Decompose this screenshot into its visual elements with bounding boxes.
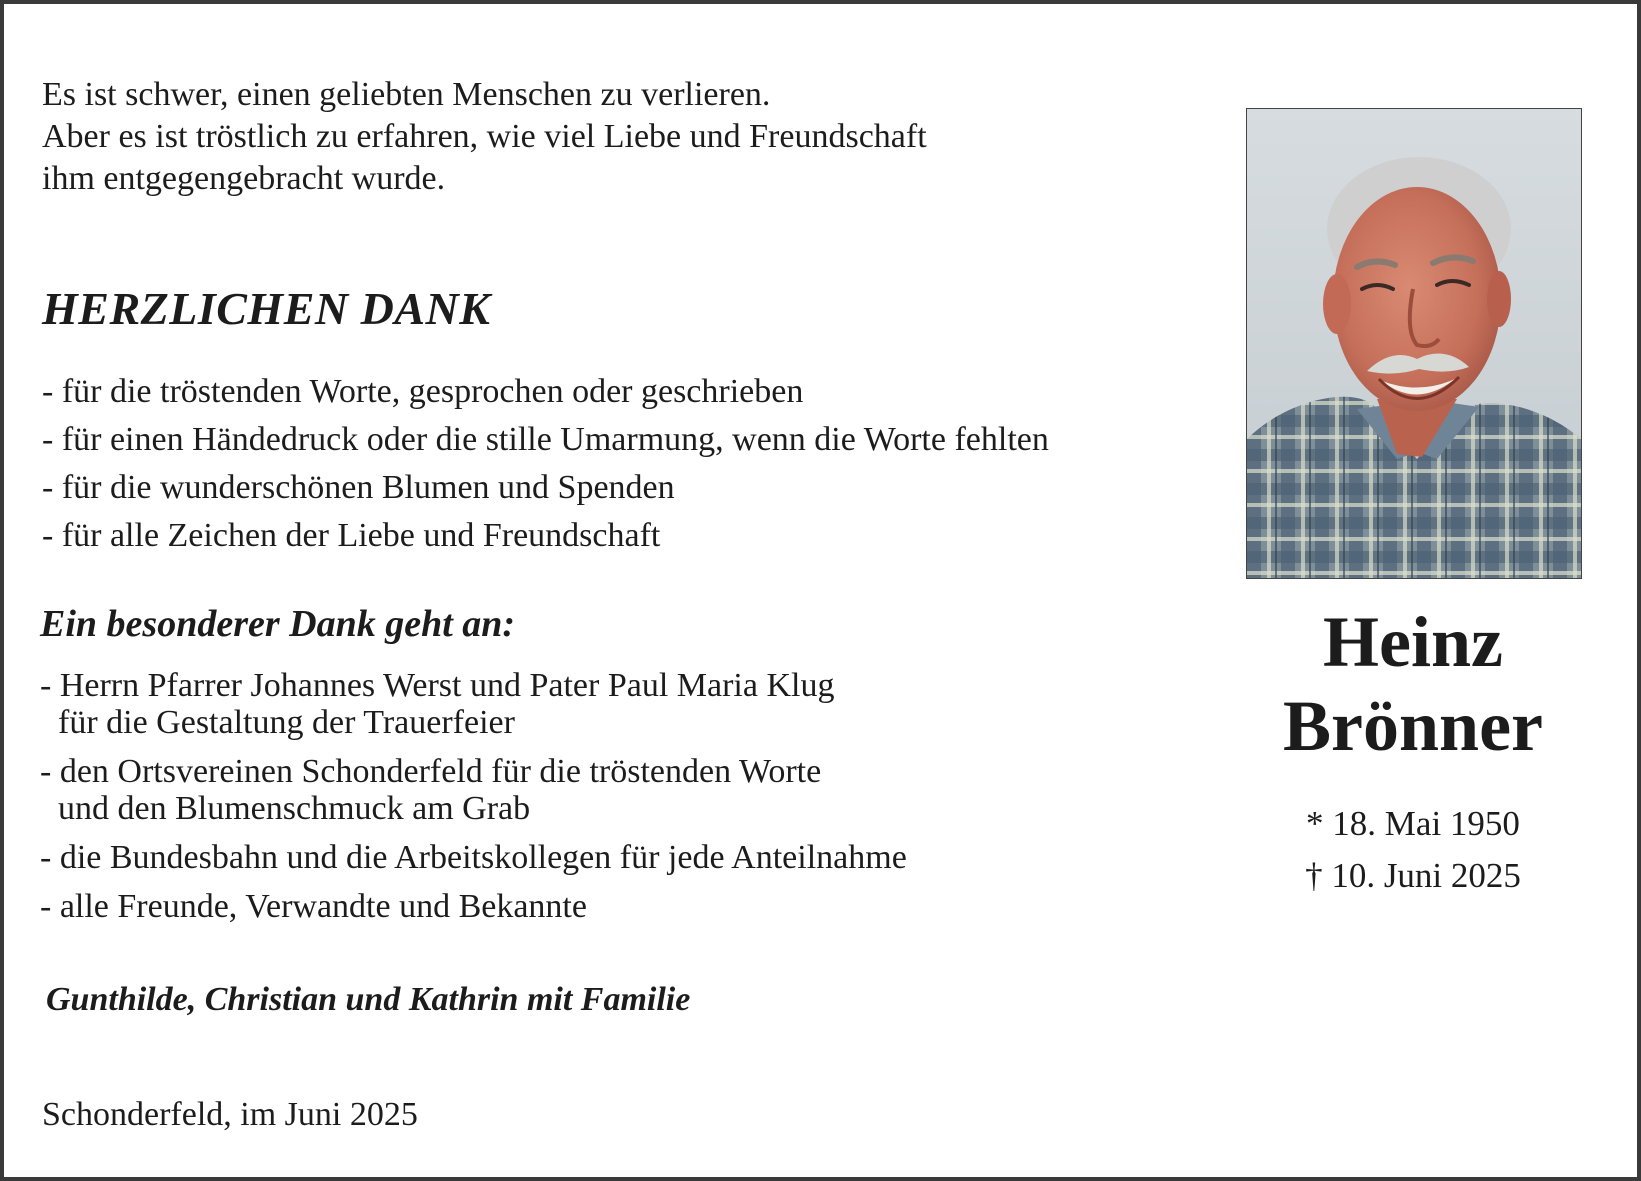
intro-line: ihm entgegengebracht wurde. [42, 160, 446, 197]
thanks-item: - für die wunderschönen Blumen und Spenden [42, 469, 675, 506]
special-thanks-line: - Herrn Pfarrer Johannes Werst und Pater Paul Maria Klug [40, 667, 835, 704]
thanks-list [42, 368, 1049, 560]
family-signature: Gunthilde, Christian und Kathrin mit Familie [46, 981, 691, 1018]
thanks-item: - für die tröstenden Worte, gesprochen oder geschrieben [42, 373, 804, 410]
intro-line: Aber es ist tröstlich zu erfahren, wie viel Liebe und Freundschaft [42, 118, 927, 155]
portrait-photo [1246, 108, 1582, 579]
birth-date: * 18. Mai 1950 [1306, 804, 1520, 843]
special-thanks-line: und den Blumenschmuck am Grab [58, 790, 531, 827]
intro-text [42, 74, 927, 200]
special-thanks-item [40, 888, 907, 925]
special-thanks-heading: Ein besonderer Dank geht an: [40, 603, 516, 645]
place-date: Schonderfeld, im Juni 2025 [42, 1096, 418, 1133]
first-name: Heinz [1323, 602, 1503, 682]
last-name: Brönner [1283, 686, 1543, 766]
thanks-item: - für einen Händedruck oder die stille Umarmung, wenn die Worte fehlten [42, 421, 1049, 458]
special-thanks-item [40, 753, 907, 827]
special-thanks-line: - alle Freunde, Verwandte und Bekannte [40, 888, 587, 925]
portrait-illustration [1247, 109, 1581, 578]
special-thanks-line: - die Bundesbahn und die Arbeitskollegen für jede Anteilnahme [40, 839, 907, 876]
special-thanks-list [40, 667, 907, 937]
special-thanks-item [40, 839, 907, 876]
special-thanks-item [40, 667, 907, 741]
intro-line: Es ist schwer, einen geliebten Menschen zu verlieren. [42, 76, 771, 113]
thanks-item: - für alle Zeichen der Liebe und Freundschaft [42, 517, 661, 554]
special-thanks-line: - den Ortsvereinen Schonderfeld für die tröstenden Worte [40, 753, 822, 790]
thanks-heading: HERZLICHEN DANK [42, 283, 491, 334]
death-date: † 10. Juni 2025 [1305, 856, 1521, 895]
life-dates [1246, 798, 1580, 902]
special-thanks-line: für die Gestaltung der Trauerfeier [58, 704, 515, 741]
deceased-name-block [1246, 600, 1580, 902]
